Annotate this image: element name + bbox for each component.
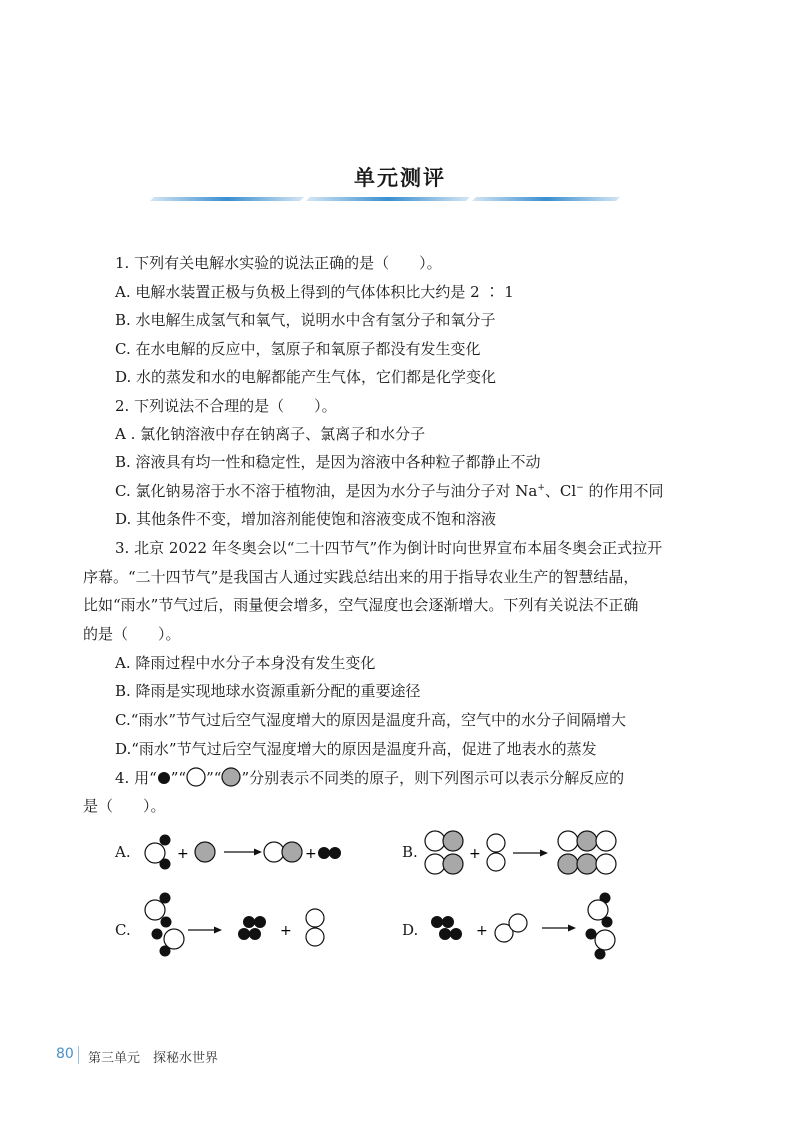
q3-stem-line-3: 比如“雨水”节气过后，雨量便会增多，空气湿度也会逐渐增大。下列有关说法不正确: [83, 596, 639, 614]
svg-text:+: +: [305, 846, 317, 862]
q2-option-c: [115, 481, 663, 501]
q3-option-d: D.“雨水”节气过后空气湿度增大的原因是温度升高，促进了地表水的蒸发: [115, 740, 597, 758]
page-title: 单元测评: [354, 166, 446, 190]
q4-stem-part-4: ”分别表示不同类的原子，则下列图示可以表示分解反应的: [241, 769, 625, 787]
c-product-1-molecules: [238, 916, 266, 940]
a-product-2-molecule: [318, 847, 341, 859]
c-arrow-icon: [188, 927, 222, 934]
d-product-molecule: [586, 893, 616, 960]
q2-c-sup-plus: +: [537, 483, 545, 493]
diagram-option-d: [425, 890, 625, 965]
b-product-molecules: [558, 831, 616, 874]
q1-stem: 1. 下列有关电解水实验的说法正确的是（ ）。: [115, 254, 442, 272]
a-reactant-2-gray-atom: [195, 842, 215, 862]
diagram-option-c: [140, 890, 340, 965]
d-reactant-2-molecule: [495, 914, 527, 942]
c-reactant-molecule: [145, 893, 184, 957]
q2-option-a: A . 氯化钠溶液中存在钠离子、氯离子和水分子: [115, 425, 426, 443]
footer-unit-title: 第三单元 探秘水世界: [88, 1051, 219, 1066]
q1-option-b: B. 水电解生成氢气和氧气，说明水中含有氢分子和氧分子: [115, 311, 496, 329]
a-product-1-molecule: [264, 842, 302, 862]
svg-text:+: +: [177, 846, 189, 862]
q4-label-a: A.: [115, 843, 131, 861]
d-reactant-1-molecules: [431, 916, 462, 940]
svg-text:+: +: [280, 923, 292, 939]
q2-c-text-1: C. 氯化钠易溶于水不溶于植物油，是因为水分子与油分子对 Na: [115, 482, 538, 500]
diagram-option-b: [420, 826, 630, 880]
q1-option-c: C. 在水电解的反应中，氢原子和氧原子都没有发生变化: [115, 340, 481, 358]
q2-option-b: B. 溶液具有均一性和稳定性，是因为溶液中各种粒子都静止不动: [115, 453, 541, 471]
q3-stem-line-2: 序幕。“二十四节气”是我国古人通过实践总结出来的用于指导农业生产的智慧结晶，: [83, 568, 639, 586]
q1-option-a: A. 电解水装置正极与负极上得到的气体体积比大约是 2 ∶ 1: [115, 283, 514, 301]
a-arrow-icon: [224, 849, 262, 856]
white-atom-symbol: [186, 767, 206, 787]
q2-option-d: D. 其他条件不变，增加溶剂能使饱和溶液变成不饱和溶液: [115, 510, 497, 528]
q4-label-d: D.: [402, 921, 419, 939]
q2-c-sup-minus: −: [576, 483, 584, 493]
q4-stem-part-1: 4. 用“: [115, 769, 157, 787]
q4-stem: [115, 767, 624, 788]
q2-c-text-2: 、Cl: [544, 482, 577, 500]
footer-divider: [78, 1046, 79, 1064]
svg-text:+: +: [469, 846, 481, 862]
b-reactant-2-molecule: [487, 834, 505, 871]
a-reactant-1-molecule: [145, 835, 171, 870]
q4-stem-part-3: ”“: [206, 769, 222, 787]
q3-stem-line-1: 3. 北京 2022 年冬奥会以“二十四节气”作为倒计时向世界宣布本届冬奥会正式拉开: [115, 539, 663, 557]
q4-label-b: B.: [402, 843, 418, 861]
title-underline: [150, 196, 620, 202]
gray-atom-symbol: [221, 767, 241, 787]
q3-option-a: A. 降雨过程中水分子本身没有发生变化: [115, 654, 376, 672]
q1-option-d: D. 水的蒸发和水的电解都能产生气体，它们都是化学变化: [115, 368, 497, 386]
q4-stem-line-2: 是（ ）。: [83, 797, 166, 815]
d-arrow-icon: [542, 925, 576, 932]
q3-option-c: C.“雨水”节气过后空气湿度增大的原因是温度升高，空气中的水分子间隔增大: [115, 711, 627, 729]
b-arrow-icon: [513, 850, 548, 857]
q4-label-c: C.: [115, 921, 131, 939]
q4-stem-part-2: ”“: [170, 769, 187, 787]
q2-stem: 2. 下列说法不合理的是（ ）。: [115, 397, 337, 415]
q3-option-b: B. 降雨是实现地球水资源重新分配的重要途径: [115, 682, 421, 700]
black-atom-symbol: [157, 771, 171, 785]
diagram-option-a: [140, 828, 355, 878]
page-number: 80: [56, 1046, 74, 1062]
q2-c-text-3: 的作用不同: [583, 482, 664, 500]
b-reactant-1-molecules: [425, 831, 463, 874]
svg-text:+: +: [476, 923, 488, 939]
c-product-2-molecule: [306, 909, 324, 946]
q3-stem-line-4: 的是（ ）。: [83, 625, 181, 643]
